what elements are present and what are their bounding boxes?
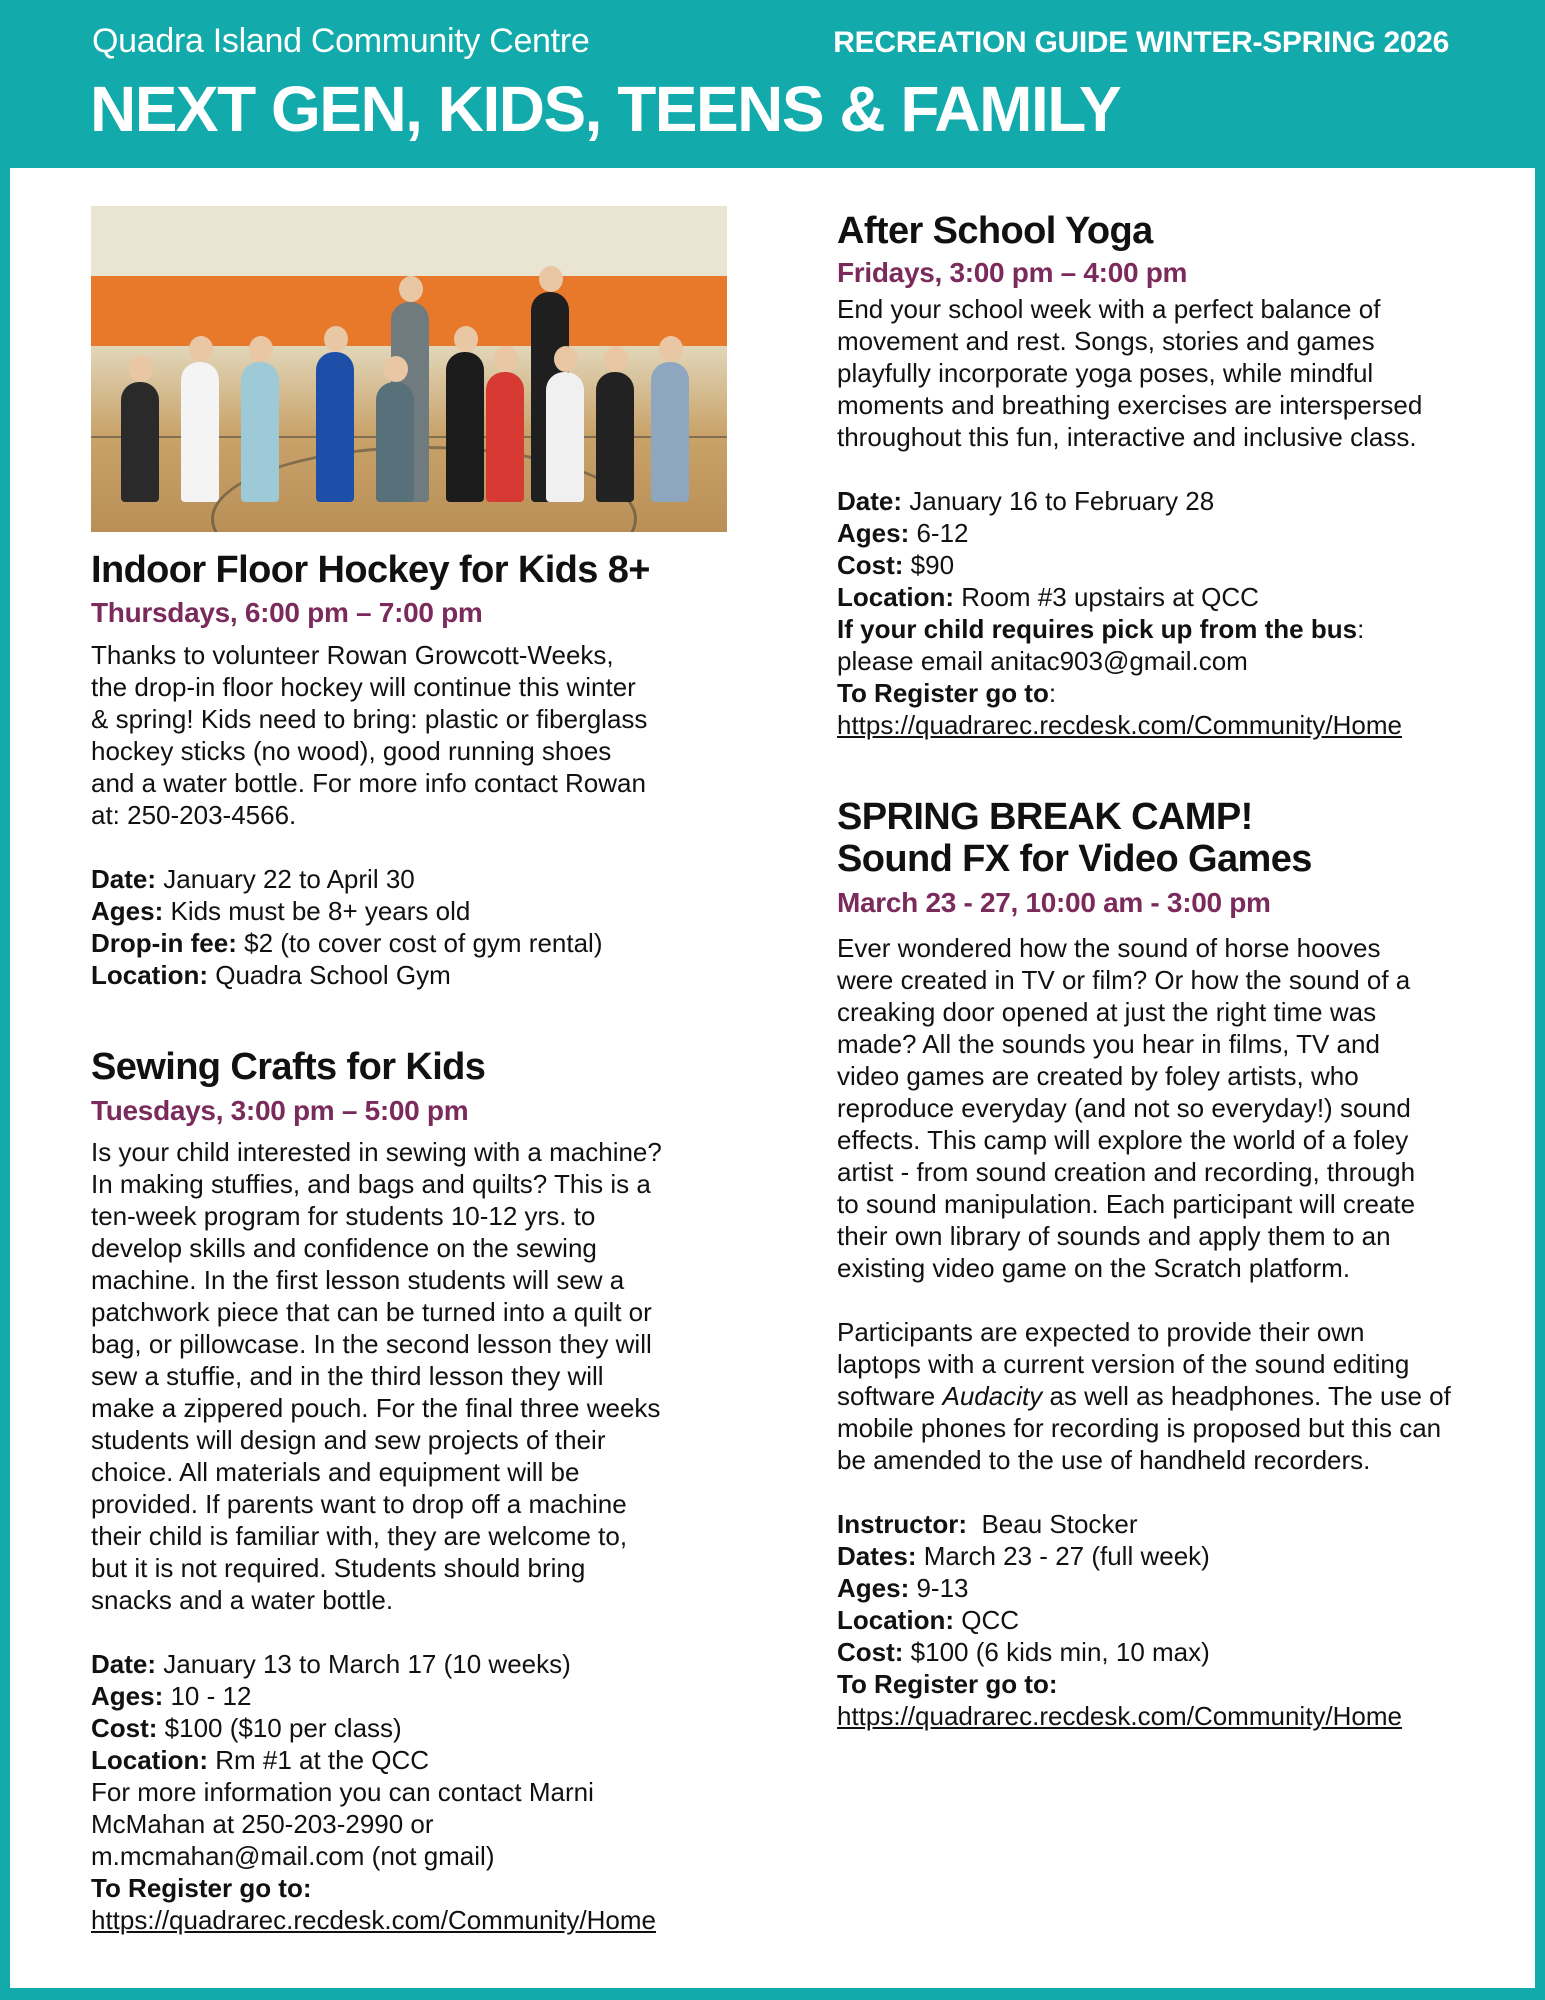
detail-row: Ages: Kids must be 8+ years old [91,896,471,926]
yoga-register-link[interactable]: https://quadrarec.recdesk.com/Community/Home [837,710,1402,740]
text-line: effects. This camp will explore the world of a foley [837,1125,1409,1155]
text-line: be amended to the use of handheld recorders. [837,1445,1371,1475]
hockey-details [91,863,602,991]
sewing-details [91,1648,656,1936]
detail-row: Date: January 13 to March 17 (10 weeks) [91,1649,571,1679]
guide-title: RECREATION GUIDE WINTER-SPRING 2026 [833,26,1449,59]
text-line: End your school week with a perfect balance of [837,294,1381,324]
camp-requirements [837,1316,1451,1476]
detail-row: Date: January 22 to April 30 [91,864,415,894]
text-line: at: 250-203-4566. [91,800,297,830]
text-line: In making stuffies, and bags and quilts? This is a [91,1169,651,1199]
text-line: reproduce everyday (and not so everyday!) sound [837,1093,1411,1123]
camp-description [837,932,1415,1284]
detail-row: Drop-in fee: $2 (to cover cost of gym rental) [91,928,603,958]
yoga-title: After School Yoga [837,210,1153,252]
text-line: m.mcmahan@mail.com (not gmail) [91,1841,495,1871]
detail-row: Ages: 6-12 [837,518,969,548]
text-line: video games are created by foley artists, who [837,1061,1359,1091]
camp-title-line2: Sound FX for Video Games [837,838,1312,880]
floor-hockey-photo [91,206,727,532]
text-line: movement and rest. Songs, stories and games [837,326,1375,356]
text-line: the drop-in floor hockey will continue this winter [91,672,636,702]
detail-row: Cost: $90 [837,550,955,580]
text-line: laptops with a current version of the sound editing [837,1349,1410,1379]
yoga-description [837,293,1422,453]
text-line: ten-week program for students 10-12 yrs. to [91,1201,596,1231]
text-line: & spring! Kids need to bring: plastic or fiberglass [91,704,648,734]
text-line: Participants are expected to provide their own [837,1317,1365,1347]
register-label: To Register go to [837,678,1049,708]
page-title: NEXT GEN, KIDS, TEENS & FAMILY [90,73,1121,145]
text-line: sew a stuffie, and in the third lesson they will [91,1361,604,1391]
text-line: make a zippered pouch. For the final three weeks [91,1393,661,1423]
text-line: their own library of sounds and apply them to an [837,1221,1391,1251]
text-line: throughout this fun, interactive and inclusive class. [837,422,1417,452]
detail-row: Location: Rm #1 at the QCC [91,1745,430,1775]
text-line: playfully incorporate yoga poses, while mindful [837,358,1374,388]
text-line: McMahan at 250-203-2990 or [91,1809,434,1839]
camp-schedule: March 23 - 27, 10:00 am - 3:00 pm [837,887,1271,918]
text-line: their child is familiar with, they are welcome to, [91,1521,628,1551]
detail-row: Location: Quadra School Gym [91,960,451,990]
text-line: hockey sticks (no wood), good running shoes [91,736,612,766]
text-line: software Audacity as well as headphones. The use of [837,1381,1451,1411]
text-line: moments and breathing exercises are interspersed [837,390,1423,420]
text-line: snacks and a water bottle. [91,1585,394,1615]
content-panel [10,168,1535,1988]
text-line: develop skills and confidence on the sewing [91,1233,597,1263]
detail-row: Dates: March 23 - 27 (full week) [837,1541,1210,1571]
text-line: but it is not required. Students should bring [91,1553,586,1583]
text-line: patchwork piece that can be turned into a quilt or [91,1297,652,1327]
detail-row: Cost: $100 (6 kids min, 10 max) [837,1637,1210,1667]
text-line: Ever wondered how the sound of horse hooves [837,933,1381,963]
detail-row: Location: QCC [837,1605,1019,1635]
hockey-description [91,639,647,831]
text-line: and a water bottle. For more info contact Rowan [91,768,646,798]
text-line: For more information you can contact Marni [91,1777,594,1807]
text-line: provided. If parents want to drop off a machine [91,1489,627,1519]
text-line: mobile phones for recording is proposed but this can [837,1413,1442,1443]
camp-register-link[interactable]: https://quadrarec.recdesk.com/Community/Home [837,1701,1402,1731]
text-line: creaking door opened at just the right time was [837,997,1377,1027]
detail-row: Ages: 10 - 12 [91,1681,252,1711]
register-label: To Register go to: [91,1873,312,1903]
camp-details [837,1508,1402,1732]
text-line: to sound manipulation. Each participant will create [837,1189,1416,1219]
yoga-details: Date: January 16 to February 28 Ages: 6-12 Cost: $90 Location: Room #3 upstairs at QCC If your child requires pick up from the bus: please email anitac903@gmail.com To Register go to: https://quadrarec.recdesk.com/Community/Home [837,486,1402,740]
hockey-schedule: Thursdays, 6:00 pm – 7:00 pm [91,597,483,628]
detail-row: Cost: $100 ($10 per class) [91,1713,402,1743]
text-line: please email anitac903@gmail.com [837,646,1248,676]
camp-title-line1: SPRING BREAK CAMP! [837,796,1253,838]
detail-row: Location: Room #3 upstairs at QCC [837,582,1259,612]
sewing-schedule: Tuesdays, 3:00 pm – 5:00 pm [91,1095,469,1126]
text-line: made? All the sounds you hear in films, TV and [837,1029,1380,1059]
text-line: Is your child interested in sewing with a machine? [91,1137,662,1167]
sewing-description [91,1136,662,1616]
page-header [0,0,1545,168]
detail-row: Instructor: Beau Stocker [837,1509,1138,1539]
text-line: students will design and sew projects of their [91,1425,606,1455]
text-line: bag, or pillowcase. In the second lesson they will [91,1329,652,1359]
sewing-title: Sewing Crafts for Kids [91,1046,486,1088]
text-line: choice. All materials and equipment will be [91,1457,580,1487]
text-line: Thanks to volunteer Rowan Growcott-Weeks, [91,640,614,670]
text-line: existing video game on the Scratch platform. [837,1253,1351,1283]
text-line: artist - from sound creation and recording, through [837,1157,1416,1187]
sewing-register-link[interactable]: https://quadrarec.recdesk.com/Community/Home [91,1905,656,1935]
detail-row: Date: January 16 to February 28 [837,486,1215,516]
detail-row: Ages: 9-13 [837,1573,969,1603]
text-line: were created in TV or film? Or how the sound of a [837,965,1411,995]
yoga-schedule: Fridays, 3:00 pm – 4:00 pm [837,257,1188,288]
organization-name: Quadra Island Community Centre [92,22,590,60]
hockey-title: Indoor Floor Hockey for Kids 8+ [91,549,650,591]
register-label: To Register go to: [837,1669,1058,1699]
detail-row: If your child requires pick up from the bus: [837,614,1365,644]
text-line: machine. In the first lesson students will sew a [91,1265,625,1295]
